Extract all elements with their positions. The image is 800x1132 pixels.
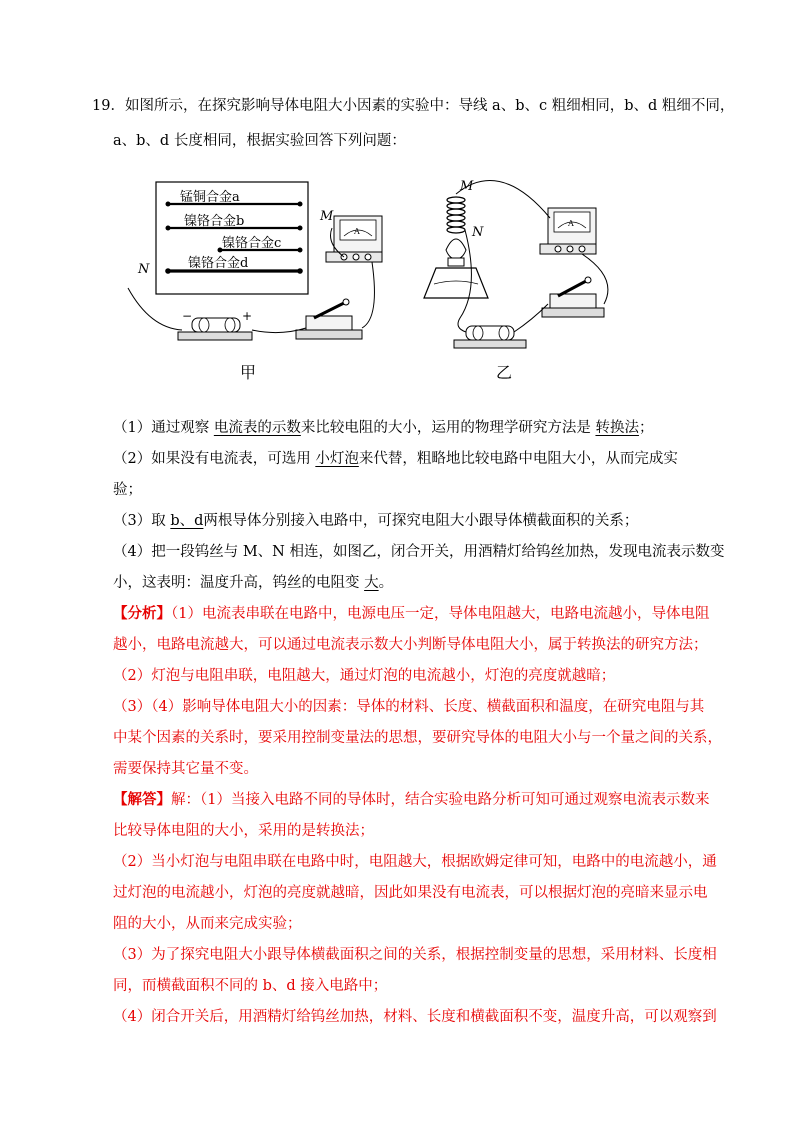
answer-line-6: （3）为了探究电阻大小跟导体横截面积之间的关系，根据控制变量的思想，采用材料、长度相 — [113, 947, 717, 963]
answer-blank-5: 大 — [364, 575, 379, 591]
answer-line-1: 【解答】解：（1）当接入电路不同的导体时，结合实验电路分析可知可通过观察电流表示数来 — [113, 791, 710, 808]
caption-jia: 甲 — [240, 363, 257, 382]
analysis-line-5: 中某个因素的关系时，要采用控制变量法的思想，要研究导体的电阻大小与一个量之间的关系， — [113, 730, 722, 746]
wire-c-terminal — [298, 248, 303, 253]
tungsten-coil — [447, 197, 465, 233]
answer-line-8: （4）闭合开关后，用酒精灯给钨丝加热，材料、长度和横截面积不变，温度升高，可以观察到 — [113, 1009, 717, 1025]
ammeter-right-symbol: A — [568, 219, 574, 228]
battery-right — [454, 326, 526, 348]
item-3: （3）取 b、d两根导体分别接入电路中，可探究电阻大小跟导体横截面积的关系； — [113, 513, 639, 529]
wire-b-terminal — [298, 226, 303, 231]
battery-left — [178, 309, 252, 340]
item-1: （1）通过观察 电流表的示数来比较电阻的大小，运用的物理学研究方法是 转换法； — [113, 420, 654, 436]
wire-d-terminal — [165, 268, 171, 274]
label-n-left: N — [138, 262, 150, 277]
circuit-diagram — [120, 168, 700, 388]
ammeter-left — [326, 216, 382, 262]
item-4: （4）把一段钨丝与 M、N 相连，如图乙，闭合开关，用酒精灯给钨丝加热，发现电流表示数变 — [113, 544, 725, 560]
item-2-cont: 验； — [113, 482, 142, 498]
answer-line-3: （2）当小灯泡与电阻串联在电路中时，电阻越大，根据欧姆定律可知，电路中的电流越小，通 — [113, 854, 717, 870]
analysis-tag: 【分析】 — [113, 605, 171, 622]
analysis-line-6: 需要保持其它量不变。 — [113, 761, 258, 777]
question-line-2: a、b、d 长度相同，根据实验回答下列问题： — [113, 133, 406, 149]
answer-tag: 【解答】 — [113, 791, 171, 808]
answer-blank-1: 电流表的示数 — [213, 420, 301, 436]
answer-line-4: 过灯泡的电流越小，灯泡的亮度就越暗，因此如果没有电流表，可以根据灯泡的亮暗来显示电 — [113, 885, 708, 901]
alcohol-lamp — [424, 258, 488, 298]
analysis-line-4: （3）（4）影响导体电阻大小的因素：导体的材料、长度、横截面积和温度，在研究电阻与其 — [113, 699, 705, 715]
analysis-line-1: 【分析】（1）电流表串联在电路中，电源电压一定，导体电阻越大，电路电流越小，导体电阻 — [113, 605, 710, 622]
ammeter-right — [540, 208, 596, 254]
switch-left — [296, 299, 362, 339]
battery-plus-label: + — [242, 309, 253, 323]
wire-c-label: 镍铬合金c — [222, 236, 282, 251]
wire-a-terminal — [298, 202, 303, 207]
answer-blank-4: b、d — [170, 513, 204, 529]
diagram-right — [424, 179, 608, 382]
wire-d-terminal — [297, 268, 303, 274]
wire-a-label: 锰铜合金a — [180, 190, 240, 205]
item-2: （2）如果没有电流表，可选用 小灯泡来代替，粗略地比较电路中电阻大小，从而完成实 — [113, 451, 678, 467]
answer-blank-3: 小灯泡 — [315, 451, 359, 467]
wire-a-terminal — [166, 202, 171, 207]
label-n-right: N — [472, 225, 484, 240]
switch-right — [542, 277, 604, 317]
answer-line-5: 阻的大小，从而来完成实验； — [113, 916, 302, 932]
wire-b-label: 镍铬合金b — [184, 214, 245, 229]
answer-line-2: 比较导体电阻的大小，采用的是转换法； — [113, 823, 374, 839]
answer-line-7: 同，而横截面积不同的 b、d 接入电路中； — [113, 978, 388, 994]
label-m-left: M — [320, 209, 334, 224]
label-m-right: M — [460, 179, 474, 194]
analysis-line-3: （2）灯泡与电阻串联，电阻越大，通过灯泡的电流越小，灯泡的亮度就越暗； — [113, 668, 616, 684]
analysis-line-2: 越小，电路电流越大，可以通过电流表示数大小判断导体电阻大小，属于转换法的研究方法； — [113, 637, 708, 653]
answer-blank-2: 转换法 — [595, 420, 639, 436]
wire-b-terminal — [166, 226, 171, 231]
circuit-figure — [120, 168, 700, 388]
battery-minus-label: − — [182, 309, 193, 323]
item-4-cont: 小，这表明：温度升高，钨丝的电阻变 大。 — [113, 575, 394, 591]
flame — [446, 239, 466, 258]
diagram-left — [128, 182, 382, 382]
caption-yi: 乙 — [496, 363, 513, 382]
ammeter-left-symbol: A — [354, 227, 360, 236]
wire-d-label: 镍铬合金d — [188, 256, 249, 271]
question-line-1: 19．如图所示，在探究影响导体电阻大小因素的实验中：导线 a、b、c 粗细相同，b、d 粗细不同， — [92, 98, 735, 114]
